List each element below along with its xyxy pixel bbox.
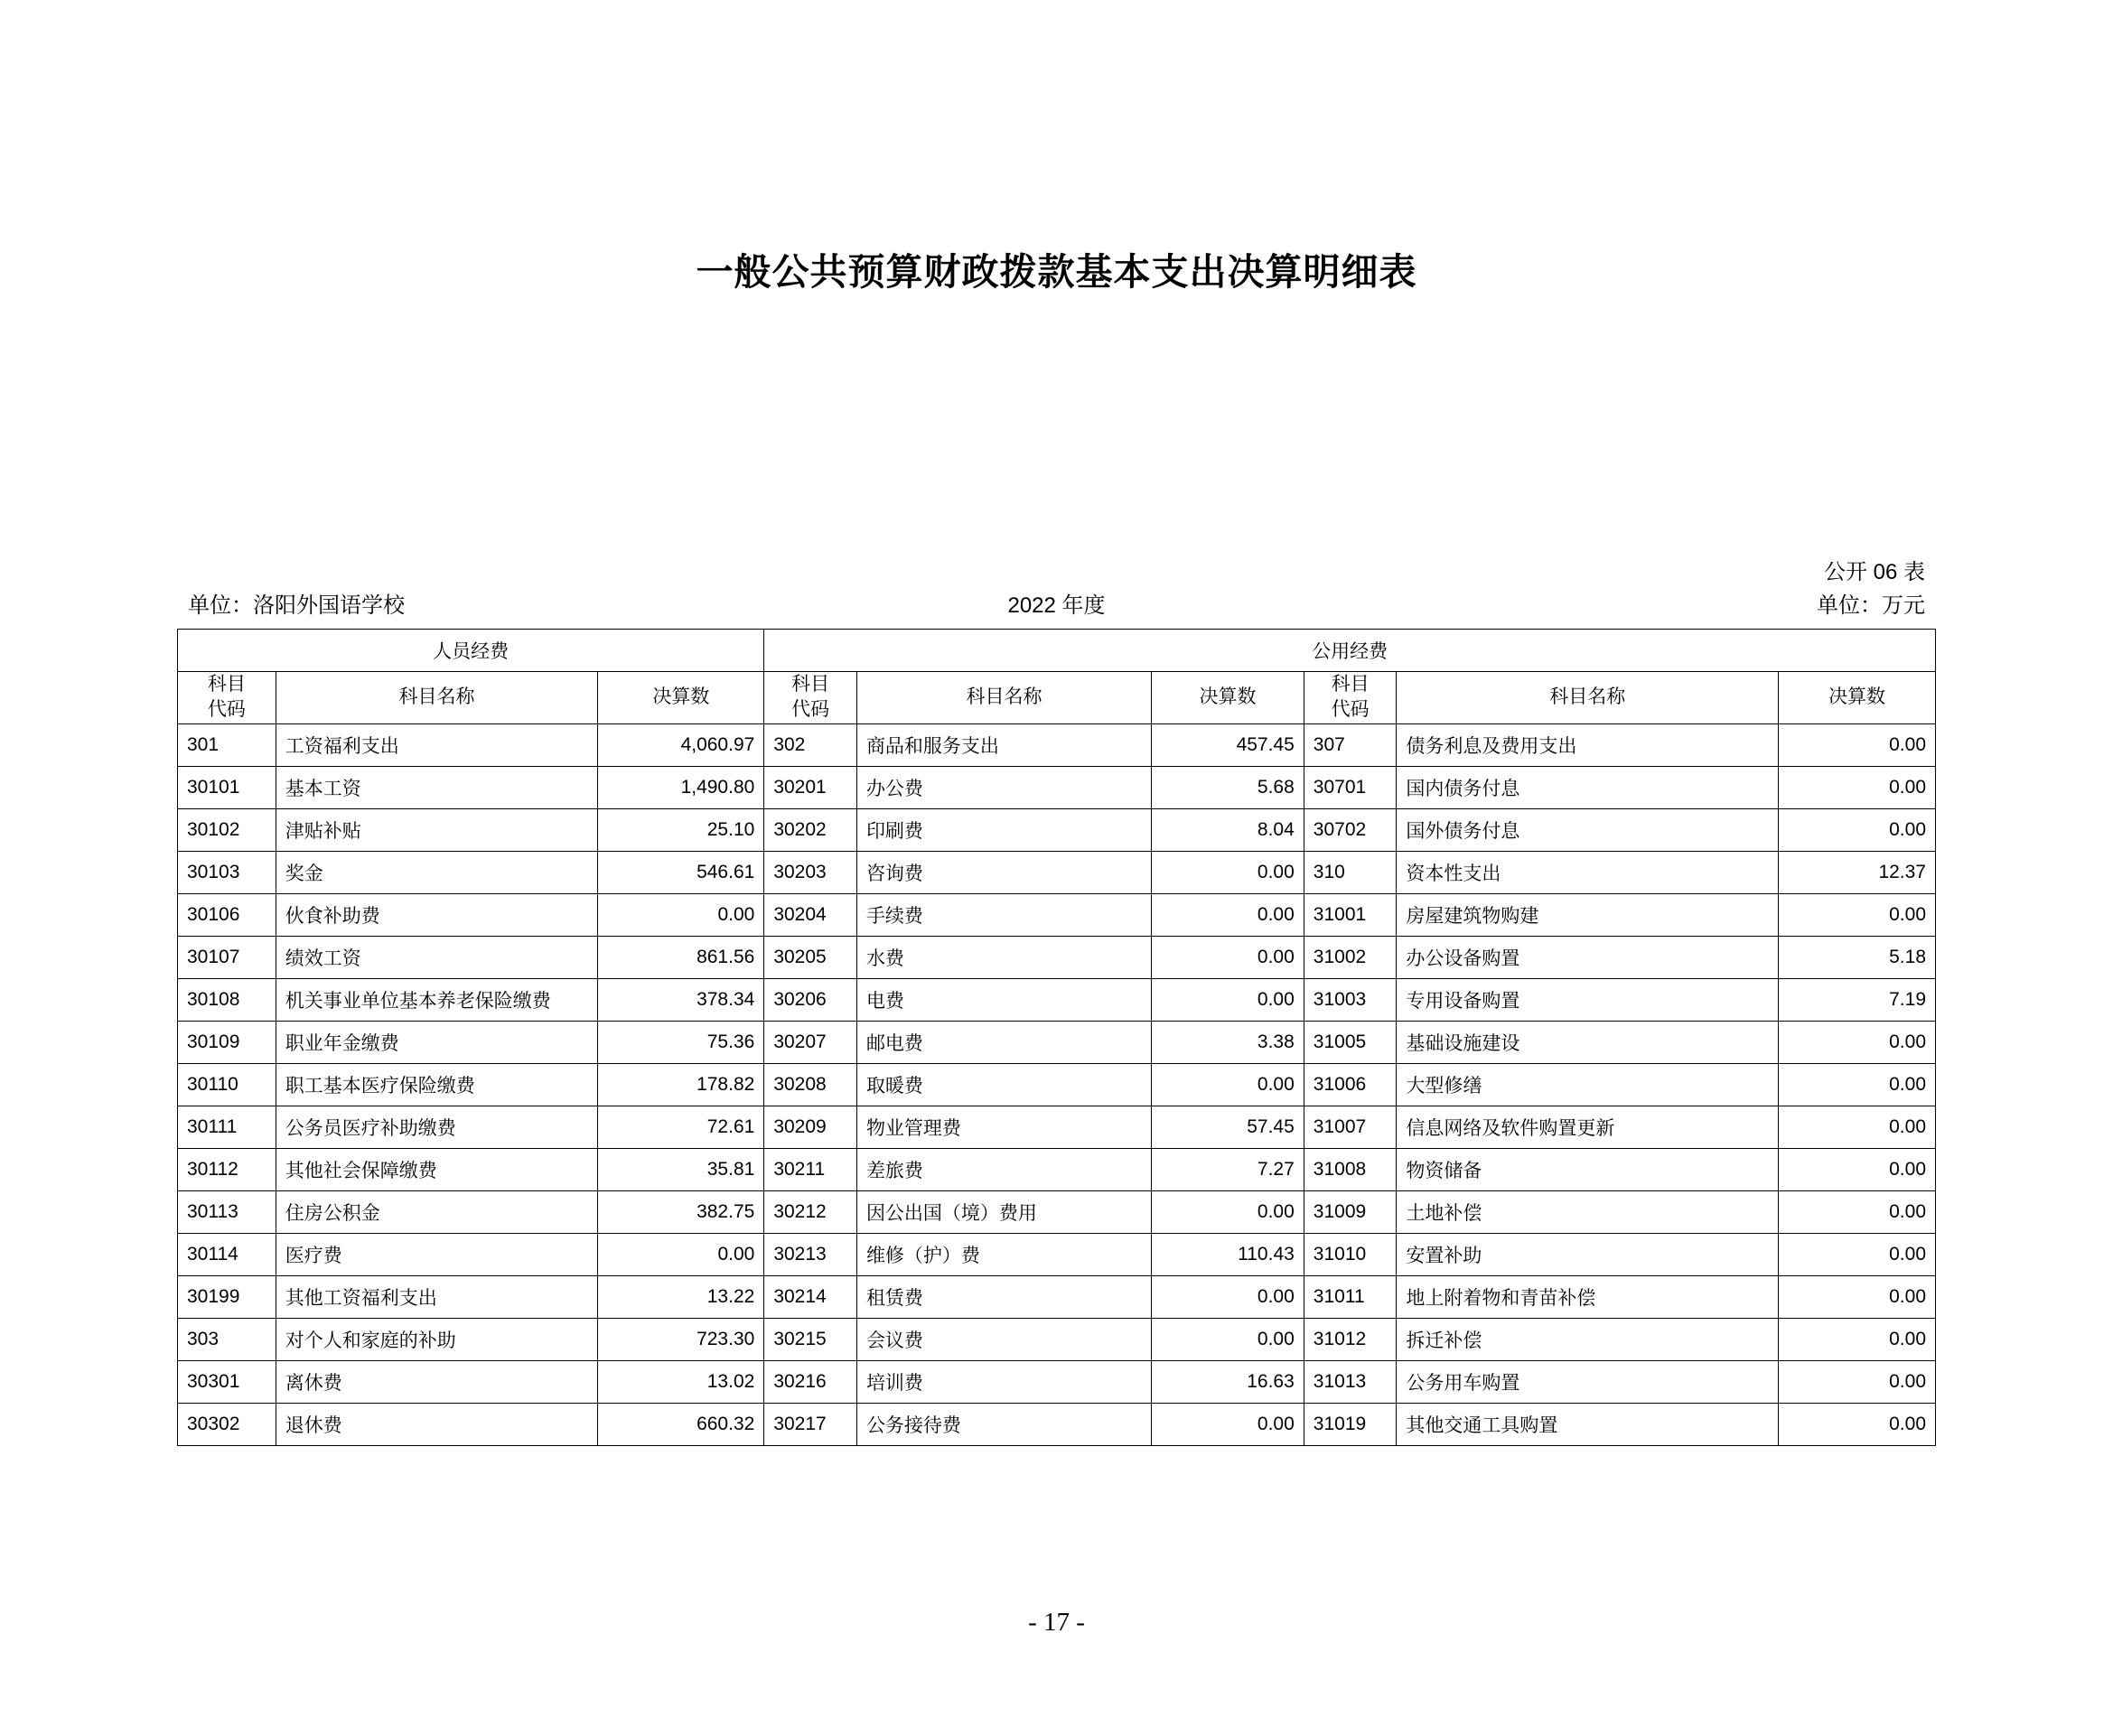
cell-code-personnel: 30114 [178, 1233, 276, 1275]
header-code3-line2: 代码 [1331, 699, 1370, 721]
cell-amount-public-b: 0.00 [1779, 893, 1936, 936]
cell-amount-public-b: 0.00 [1779, 1021, 1936, 1063]
cell-amount-personnel: 178.82 [598, 1063, 764, 1106]
header-code-line1: 科目 [207, 674, 246, 695]
cell-name-public-a: 手续费 [856, 893, 1151, 936]
cell-amount-public-a: 0.00 [1152, 936, 1304, 978]
cell-name-personnel: 职工基本医疗保险缴费 [276, 1063, 598, 1106]
cell-name-public-a: 培训费 [856, 1360, 1151, 1403]
cell-code-public-b: 31002 [1304, 936, 1397, 978]
cell-name-public-b: 债务利息及费用支出 [1397, 723, 1779, 766]
cell-name-public-a: 租赁费 [856, 1275, 1151, 1318]
table-row [178, 1360, 1936, 1403]
cell-name-personnel: 职业年金缴费 [276, 1021, 598, 1063]
cell-name-public-a: 水费 [856, 936, 1151, 978]
header-name-1: 科目名称 [276, 672, 598, 724]
page-title: 一般公共预算财政拨款基本支出决算明细表 [696, 251, 1417, 293]
header-code-3 [1304, 672, 1397, 724]
cell-name-public-b: 安置补助 [1397, 1233, 1779, 1275]
cell-amount-public-a: 110.43 [1152, 1233, 1304, 1275]
table-row [178, 1318, 1936, 1360]
page-number: - 17 - [1028, 1608, 1085, 1637]
cell-name-personnel: 其他工资福利支出 [276, 1275, 598, 1318]
header-code2-line1: 科目 [791, 674, 830, 695]
fiscal-year: 2022 年度 [1007, 593, 1106, 618]
cell-code-personnel: 30103 [178, 851, 276, 893]
cell-amount-public-a: 0.00 [1152, 1403, 1304, 1445]
cell-amount-public-b: 0.00 [1779, 1318, 1936, 1360]
table-column-header-row [178, 672, 1936, 724]
meta-row [188, 587, 1925, 618]
cell-code-public-a: 30204 [764, 893, 857, 936]
cell-code-public-b: 30701 [1304, 766, 1397, 808]
table-row [178, 893, 1936, 936]
cell-code-public-b: 307 [1304, 723, 1397, 766]
cell-code-public-a: 30202 [764, 808, 857, 851]
cell-amount-public-a: 16.63 [1152, 1360, 1304, 1403]
cell-name-public-b: 房屋建筑物购建 [1397, 893, 1779, 936]
cell-amount-personnel: 13.22 [598, 1275, 764, 1318]
cell-name-public-a: 印刷费 [856, 808, 1151, 851]
cell-amount-public-a: 0.00 [1152, 1063, 1304, 1106]
cell-code-personnel: 30111 [178, 1106, 276, 1148]
cell-code-personnel: 30109 [178, 1021, 276, 1063]
cell-name-public-b: 国外债务付息 [1397, 808, 1779, 851]
group-header-public: 公用经费 [764, 630, 1936, 672]
table-group-header-row [178, 630, 1936, 672]
cell-name-public-b: 地上附着物和青苗补偿 [1397, 1275, 1779, 1318]
header-amount-3: 决算数 [1779, 672, 1936, 724]
cell-name-public-a: 取暖费 [856, 1063, 1151, 1106]
cell-code-public-b: 31008 [1304, 1148, 1397, 1190]
cell-amount-personnel: 660.32 [598, 1403, 764, 1445]
cell-code-personnel: 30112 [178, 1148, 276, 1190]
cell-amount-public-a: 0.00 [1152, 1318, 1304, 1360]
cell-code-public-a: 30203 [764, 851, 857, 893]
table-row [178, 978, 1936, 1021]
table-row [178, 936, 1936, 978]
table-row [178, 723, 1936, 766]
cell-code-public-b: 30702 [1304, 808, 1397, 851]
table-row [178, 1403, 1936, 1445]
cell-amount-public-a: 3.38 [1152, 1021, 1304, 1063]
cell-code-public-a: 30215 [764, 1318, 857, 1360]
table-row [178, 1106, 1936, 1148]
cell-amount-public-b: 0.00 [1779, 808, 1936, 851]
cell-name-public-a: 差旅费 [856, 1148, 1151, 1190]
cell-amount-public-b: 5.18 [1779, 936, 1936, 978]
cell-code-public-b: 31001 [1304, 893, 1397, 936]
cell-amount-public-b: 0.00 [1779, 766, 1936, 808]
cell-amount-public-a: 0.00 [1152, 893, 1304, 936]
cell-code-personnel: 30113 [178, 1190, 276, 1233]
amount-unit-label: 单位：万元 [1817, 593, 1925, 618]
cell-code-personnel: 30108 [178, 978, 276, 1021]
cell-code-public-a: 30205 [764, 936, 857, 978]
cell-amount-public-b: 0.00 [1779, 1106, 1936, 1148]
cell-name-personnel: 对个人和家庭的补助 [276, 1318, 598, 1360]
cell-name-personnel: 离休费 [276, 1360, 598, 1403]
cell-name-personnel: 津贴补贴 [276, 808, 598, 851]
cell-code-public-b: 31003 [1304, 978, 1397, 1021]
cell-amount-public-a: 5.68 [1152, 766, 1304, 808]
table-row [178, 766, 1936, 808]
cell-amount-public-a: 7.27 [1152, 1148, 1304, 1190]
cell-code-public-b: 31013 [1304, 1360, 1397, 1403]
cell-name-public-a: 邮电费 [856, 1021, 1151, 1063]
header-name-2: 科目名称 [856, 672, 1151, 724]
cell-amount-personnel: 25.10 [598, 808, 764, 851]
cell-name-personnel: 奖金 [276, 851, 598, 893]
cell-code-public-a: 302 [764, 723, 857, 766]
cell-name-public-a: 商品和服务支出 [856, 723, 1151, 766]
cell-amount-personnel: 4,060.97 [598, 723, 764, 766]
form-number: 公开 06 表 [1823, 560, 1925, 584]
header-code3-line1: 科目 [1331, 674, 1370, 695]
cell-name-public-a: 咨询费 [856, 851, 1151, 893]
cell-code-personnel: 301 [178, 723, 276, 766]
cell-name-public-b: 大型修缮 [1397, 1063, 1779, 1106]
cell-amount-public-a: 0.00 [1152, 851, 1304, 893]
cell-amount-personnel: 35.81 [598, 1148, 764, 1190]
cell-code-public-b: 31010 [1304, 1233, 1397, 1275]
cell-code-public-b: 31011 [1304, 1275, 1397, 1318]
cell-name-personnel: 基本工资 [276, 766, 598, 808]
cell-code-public-a: 30212 [764, 1190, 857, 1233]
cell-name-public-b: 办公设备购置 [1397, 936, 1779, 978]
cell-name-public-b: 其他交通工具购置 [1397, 1403, 1779, 1445]
cell-name-public-a: 会议费 [856, 1318, 1151, 1360]
cell-amount-public-a: 0.00 [1152, 1190, 1304, 1233]
cell-amount-personnel: 1,490.80 [598, 766, 764, 808]
cell-amount-personnel: 0.00 [598, 893, 764, 936]
cell-code-personnel: 30102 [178, 808, 276, 851]
cell-name-personnel: 工资福利支出 [276, 723, 598, 766]
cell-amount-public-b: 0.00 [1779, 1148, 1936, 1190]
cell-name-public-b: 公务用车购置 [1397, 1360, 1779, 1403]
group-header-personnel: 人员经费 [178, 630, 764, 672]
cell-code-public-b: 31007 [1304, 1106, 1397, 1148]
cell-code-public-b: 31019 [1304, 1403, 1397, 1445]
cell-name-public-b: 基础设施建设 [1397, 1021, 1779, 1063]
cell-name-public-b: 专用设备购置 [1397, 978, 1779, 1021]
cell-amount-personnel: 861.56 [598, 936, 764, 978]
cell-code-personnel: 30199 [178, 1275, 276, 1318]
cell-code-public-a: 30206 [764, 978, 857, 1021]
table-row [178, 1275, 1936, 1318]
cell-amount-personnel: 378.34 [598, 978, 764, 1021]
table-row [178, 1063, 1936, 1106]
cell-amount-public-b: 0.00 [1779, 723, 1936, 766]
cell-code-public-a: 30207 [764, 1021, 857, 1063]
table-row [178, 1190, 1936, 1233]
cell-amount-public-b: 0.00 [1779, 1190, 1936, 1233]
cell-amount-public-a: 0.00 [1152, 1275, 1304, 1318]
cell-code-personnel: 303 [178, 1318, 276, 1360]
cell-name-public-b: 信息网络及软件购置更新 [1397, 1106, 1779, 1148]
table-row [178, 1148, 1936, 1190]
cell-code-public-a: 30208 [764, 1063, 857, 1106]
header-amount-1: 决算数 [598, 672, 764, 724]
cell-code-personnel: 30106 [178, 893, 276, 936]
document-page [0, 242, 2113, 1736]
cell-code-personnel: 30301 [178, 1360, 276, 1403]
budget-detail-table [177, 629, 1936, 1446]
cell-name-personnel: 医疗费 [276, 1233, 598, 1275]
cell-amount-personnel: 0.00 [598, 1233, 764, 1275]
cell-amount-public-a: 0.00 [1152, 978, 1304, 1021]
cell-amount-public-b: 0.00 [1779, 1063, 1936, 1106]
cell-code-personnel: 30302 [178, 1403, 276, 1445]
cell-code-personnel: 30101 [178, 766, 276, 808]
cell-name-public-a: 电费 [856, 978, 1151, 1021]
header-amount-2: 决算数 [1152, 672, 1304, 724]
cell-name-public-b: 资本性支出 [1397, 851, 1779, 893]
cell-amount-public-b: 0.00 [1779, 1275, 1936, 1318]
cell-amount-public-a: 8.04 [1152, 808, 1304, 851]
header-code-line2: 代码 [207, 699, 246, 721]
cell-name-personnel: 住房公积金 [276, 1190, 598, 1233]
header-code2-line2: 代码 [791, 699, 830, 721]
cell-name-public-a: 维修（护）费 [856, 1233, 1151, 1275]
cell-code-public-b: 310 [1304, 851, 1397, 893]
cell-amount-personnel: 546.61 [598, 851, 764, 893]
header-code-1 [178, 672, 276, 724]
cell-code-public-a: 30213 [764, 1233, 857, 1275]
table-row [178, 1233, 1936, 1275]
table-row [178, 851, 1936, 893]
cell-amount-public-a: 57.45 [1152, 1106, 1304, 1148]
cell-name-public-b: 物资储备 [1397, 1148, 1779, 1190]
table-body [178, 723, 1936, 1445]
cell-code-public-a: 30211 [764, 1148, 857, 1190]
cell-name-public-b: 国内债务付息 [1397, 766, 1779, 808]
cell-code-public-b: 31006 [1304, 1063, 1397, 1106]
cell-code-public-b: 31012 [1304, 1318, 1397, 1360]
cell-name-personnel: 公务员医疗补助缴费 [276, 1106, 598, 1148]
cell-code-public-a: 30217 [764, 1403, 857, 1445]
unit-label: 单位：洛阳外国语学校 [188, 593, 405, 618]
cell-amount-public-b: 12.37 [1779, 851, 1936, 893]
header-code-2 [764, 672, 857, 724]
cell-name-public-a: 物业管理费 [856, 1106, 1151, 1148]
table-row [178, 808, 1936, 851]
cell-code-public-b: 31005 [1304, 1021, 1397, 1063]
cell-amount-personnel: 723.30 [598, 1318, 764, 1360]
cell-code-public-a: 30209 [764, 1106, 857, 1148]
cell-name-public-a: 公务接待费 [856, 1403, 1151, 1445]
cell-amount-personnel: 75.36 [598, 1021, 764, 1063]
cell-name-personnel: 其他社会保障缴费 [276, 1148, 598, 1190]
cell-name-public-b: 土地补偿 [1397, 1190, 1779, 1233]
cell-amount-public-a: 457.45 [1152, 723, 1304, 766]
cell-name-personnel: 退休费 [276, 1403, 598, 1445]
cell-code-public-a: 30201 [764, 766, 857, 808]
cell-amount-public-b: 0.00 [1779, 1403, 1936, 1445]
cell-amount-personnel: 382.75 [598, 1190, 764, 1233]
cell-name-public-a: 办公费 [856, 766, 1151, 808]
cell-name-public-a: 因公出国（境）费用 [856, 1190, 1151, 1233]
cell-name-personnel: 机关事业单位基本养老保险缴费 [276, 978, 598, 1021]
cell-code-public-a: 30214 [764, 1275, 857, 1318]
cell-amount-public-b: 0.00 [1779, 1233, 1936, 1275]
header-name-3: 科目名称 [1397, 672, 1779, 724]
cell-name-public-b: 拆迁补偿 [1397, 1318, 1779, 1360]
cell-name-personnel: 伙食补助费 [276, 893, 598, 936]
cell-amount-personnel: 13.02 [598, 1360, 764, 1403]
cell-amount-public-b: 0.00 [1779, 1360, 1936, 1403]
cell-code-public-b: 31009 [1304, 1190, 1397, 1233]
cell-code-public-a: 30216 [764, 1360, 857, 1403]
cell-amount-public-b: 7.19 [1779, 978, 1936, 1021]
cell-amount-personnel: 72.61 [598, 1106, 764, 1148]
cell-code-personnel: 30110 [178, 1063, 276, 1106]
cell-name-personnel: 绩效工资 [276, 936, 598, 978]
cell-code-personnel: 30107 [178, 936, 276, 978]
table-row [178, 1021, 1936, 1063]
